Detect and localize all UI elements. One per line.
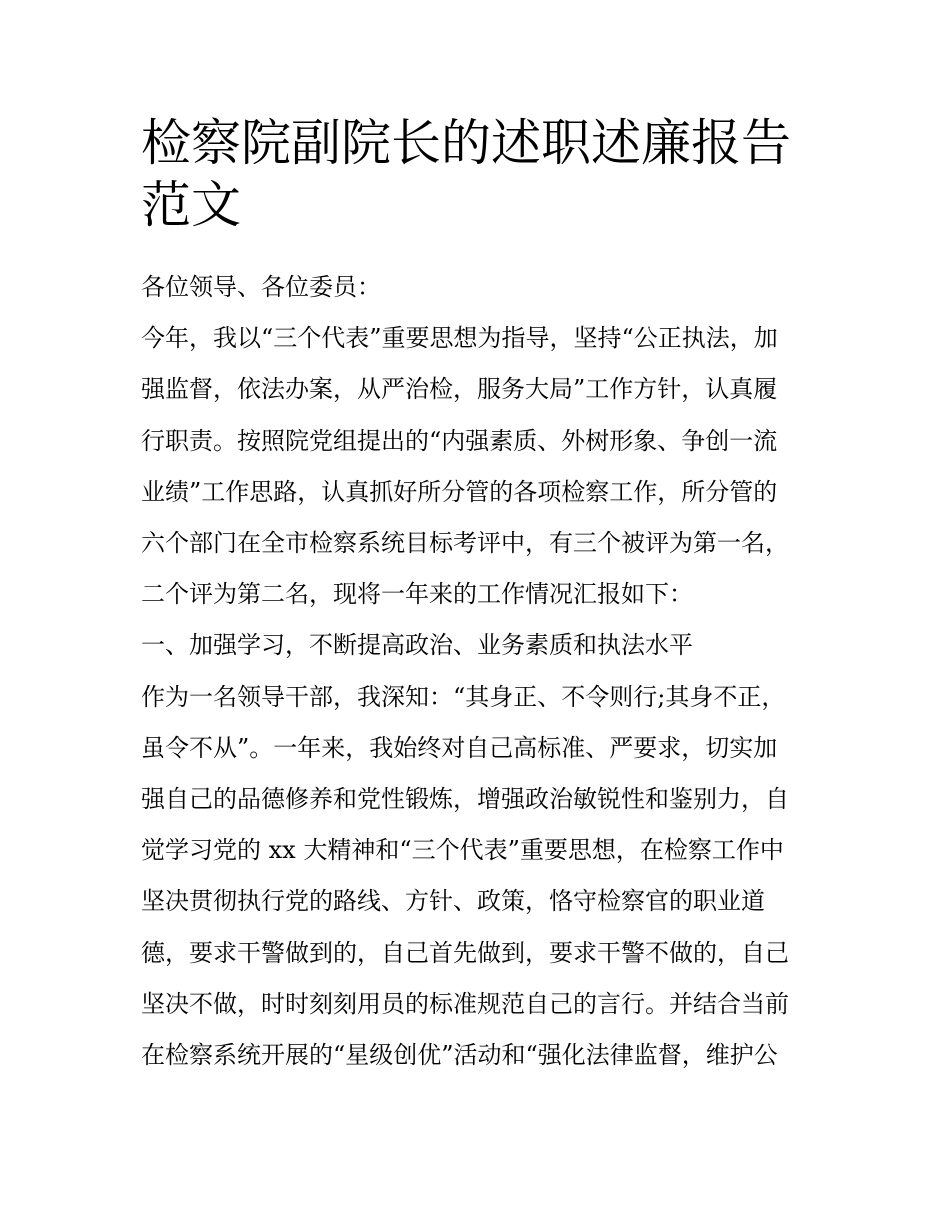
body-line: 在检察系统开展的“星级创优”活动和“强化法律监督，维护公 xyxy=(141,1041,778,1070)
body-line: 觉学习党的 xx 大精神和“三个代表”重要思想，在检察工作中 xyxy=(141,836,784,865)
body-line: 六个部门在全市检察系统目标考评中，有三个被评为第一名， xyxy=(141,529,789,558)
title-line: 范文 xyxy=(141,176,241,234)
body-line: 坚决贯彻执行党的路线、方针、政策，恪守检察官的职业道 xyxy=(141,887,765,916)
section-heading-line: 一、加强学习，不断提高政治、业务素质和执法水平 xyxy=(141,631,693,660)
body-line: 作为一名领导干部，我深知：“其身正、不令则行;其身不正， xyxy=(141,682,786,711)
body-line: 今年，我以“三个代表”重要思想为指导，坚持“公正执法，加 xyxy=(141,324,778,353)
body-line: 坚决不做，时时刻刻用员的标准规范自己的言行。并结合当前 xyxy=(141,989,789,1018)
body-line: 强监督，依法办案，从严治检，服务大局”工作方针，认真履 xyxy=(141,375,778,404)
body-line: 德，要求干警做到的，自己首先做到，要求干警不做的，自己 xyxy=(141,938,789,967)
document-content xyxy=(141,112,821,1081)
body-line: 业绩”工作思路，认真抓好所分管的各项检察工作，所分管的 xyxy=(141,477,778,506)
document-body xyxy=(141,262,821,1081)
body-line: 二个评为第二名，现将一年来的工作情况汇报如下： xyxy=(141,580,693,609)
title-line: 检察院副院长的述职述廉报告 xyxy=(141,114,791,172)
body-line: 虽令不从”。一年来，我始终对自己高标准、严要求，切实加 xyxy=(141,733,778,762)
body-line: 强自己的品德修养和党性锻炼，增强政治敏锐性和鉴别力，自 xyxy=(141,785,789,814)
salutation-line: 各位领导、各位委员： xyxy=(141,273,381,301)
body-line: 行职责。按照院党组提出的“内强素质、外树形象、争创一流 xyxy=(141,426,778,455)
document-title xyxy=(141,112,821,236)
